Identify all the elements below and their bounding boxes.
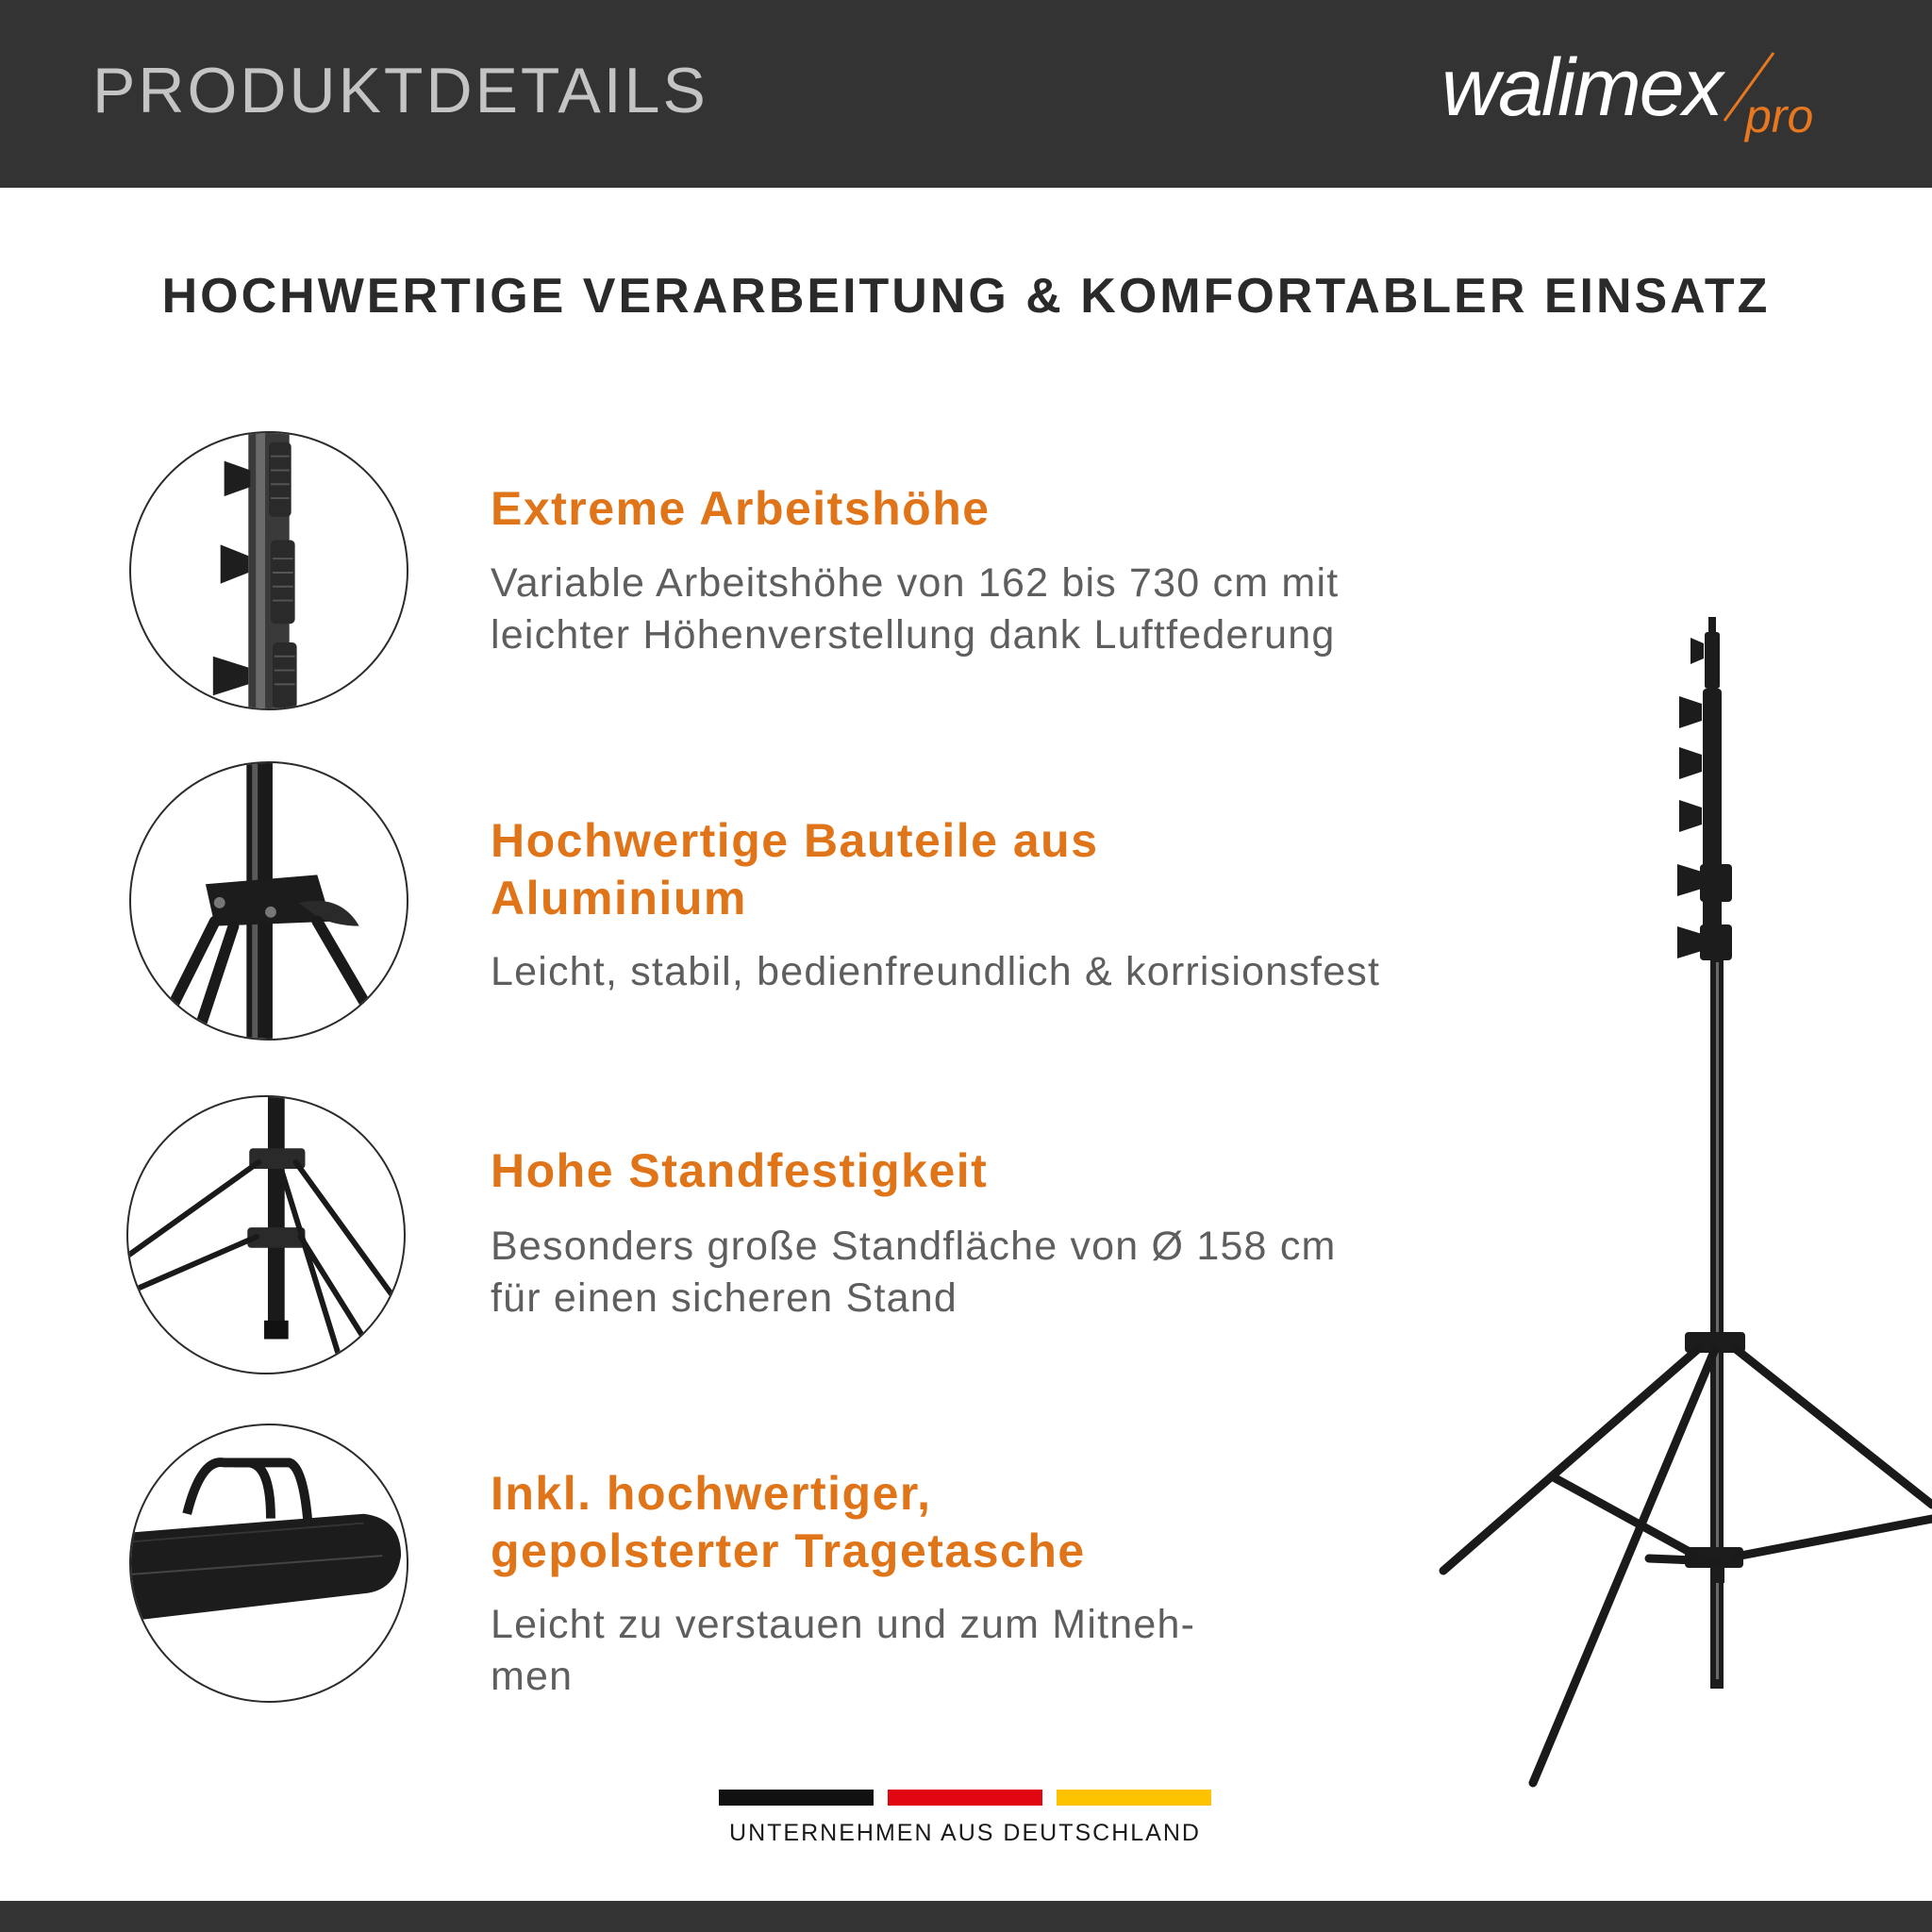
page-headline: HOCHWERTIGE VERARBEITUNG & KOMFORTABLER EINSATZ — [161, 269, 1771, 324]
flag-stripe-gold — [1057, 1790, 1211, 1806]
feature-desc-standfestigkeit: Besonders große Standfläche von Ø 158 cm für einen sicheren Stand — [491, 1224, 1337, 1321]
feature-desc-aluminium: Leicht, stabil, bedienfreundlich & korrisionsfest — [491, 949, 1381, 994]
walimex-pro-logo — [1441, 42, 1847, 142]
header-title: PRODUKTDETAILS — [92, 55, 708, 126]
header-bar — [0, 0, 1932, 188]
footer-tagline: UNTERNEHMEN AUS DEUTSCHLAND — [729, 1820, 1201, 1846]
flag-stripe-red — [888, 1790, 1042, 1806]
column-clamps-image — [129, 431, 408, 710]
logo-brand-text: walimex — [1441, 42, 1722, 133]
logo-suffix-text: pro — [1745, 90, 1814, 142]
tripod-base-image — [126, 1095, 406, 1374]
carry-bag-image — [129, 1424, 408, 1703]
feature-title-arbeitshoehe: Extreme Arbeitshöhe — [491, 482, 991, 535]
feature-title-tragetasche: Inkl. hochwertiger, gepolsterter Tragetasche — [491, 1467, 1086, 1577]
light-stand-image — [1415, 604, 1932, 1792]
footer-bar — [0, 1901, 1932, 1932]
feature-title-aluminium: Hochwertige Bauteile aus Aluminium — [491, 814, 1099, 924]
feature-desc-arbeitshoehe: Variable Arbeitshöhe von 162 bis 730 cm mit leichter Höhenverstellung dank Luftfederung — [491, 560, 1340, 658]
leg-joint-image — [129, 761, 408, 1041]
feature-title-standfestigkeit: Hohe Standfestigkeit — [491, 1144, 989, 1197]
feature-desc-tragetasche: Leicht zu verstauen und zum Mitneh- men — [491, 1602, 1196, 1699]
flag-stripe-black — [719, 1790, 874, 1806]
